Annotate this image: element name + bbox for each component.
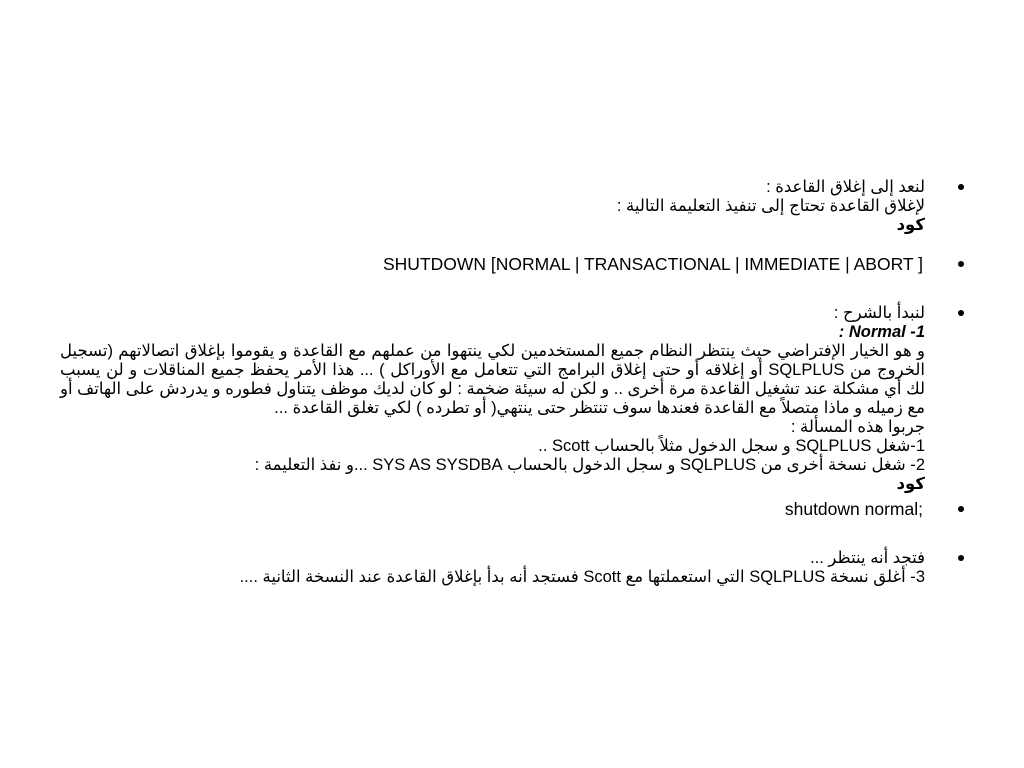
intro-block xyxy=(60,178,925,235)
shutdown-normal-block xyxy=(60,500,925,543)
normal-paragraph: و هو الخيار الإفتراضي حيث ينتظر النظام جميع المستخدمين لكي ينتهوا من عملهم مع القاعدة و يقوموا بإغلاق اتصالاتهم (تسجيل الخروج من SQLPLUS أو إغلاقه أو حتى إغلاق البرامج التي تتعامل مع الأوراكل ) ... هذا الأمر يحفظ جميع المناقلات و لن يسبب لك أي مشكلة عند تشغيل القاعدة مرة أخرى .. و لكن له سيئة ضخمة : لو كان لديك موظف يتناول فطوره و يدردش على الهاتف أو مع زميله و ماذا متصلاً مع القاعدة فعندها سوف تنتظر حتى ينتهي( أو تطرده ) لكي تغلق القاعدة ... xyxy=(60,342,925,417)
explanation-block xyxy=(60,304,925,494)
bullet-list xyxy=(60,178,965,587)
intro-line-2: لإغلاق القاعدة تحتاج إلى تنفيذ التعليمة التالية : xyxy=(616,197,925,215)
bullet-item-result xyxy=(60,549,965,587)
spacer xyxy=(60,274,925,298)
bullet-item-shutdown-syntax xyxy=(60,255,965,298)
try-line: جربوا هذه المسألة : xyxy=(790,418,925,436)
step-2: 2- شغل نسخة أخرى من SQLPLUS و سجل الدخول بالحساب SYS AS SYSDBA ...و نفذ التعليمة : xyxy=(254,456,925,474)
spacer xyxy=(60,519,925,543)
bullet-dot-icon xyxy=(958,555,964,561)
bullet-dot-icon xyxy=(958,261,964,267)
bullet-dot-icon xyxy=(958,184,964,190)
bullet-item-shutdown-normal xyxy=(60,500,965,543)
result-line-1: فتجد أنه ينتظر ... xyxy=(810,549,925,567)
normal-heading: 1- Normal : xyxy=(838,323,925,341)
explanation-intro: لنبدأ بالشرح : xyxy=(833,304,925,322)
intro-line-1: لنعد إلى إغلاق القاعدة : xyxy=(766,178,925,196)
bullet-dot-icon xyxy=(958,506,964,512)
result-block xyxy=(60,549,925,587)
code-label: كود xyxy=(896,216,925,234)
code-label: كود xyxy=(896,475,925,493)
shutdown-syntax-block xyxy=(60,255,925,298)
shutdown-syntax-code: SHUTDOWN [NORMAL | TRANSACTIONAL | IMMEDIATE | ABORT ] xyxy=(383,254,923,274)
result-line-2: 3- أغلق نسخة SQLPLUS التي استعملتها مع Scott فستجد أنه بدأ بإغلاق القاعدة عند النسخة الثانية .... xyxy=(239,568,925,586)
shutdown-normal-code: shutdown normal; xyxy=(784,499,923,519)
bullet-item-intro xyxy=(60,178,965,235)
bullet-item-explanation xyxy=(60,304,965,494)
bullet-dot-icon xyxy=(958,310,964,316)
step-1: 1-شغل SQLPLUS و سجل الدخول مثلاً بالحساب Scott .. xyxy=(538,437,925,455)
